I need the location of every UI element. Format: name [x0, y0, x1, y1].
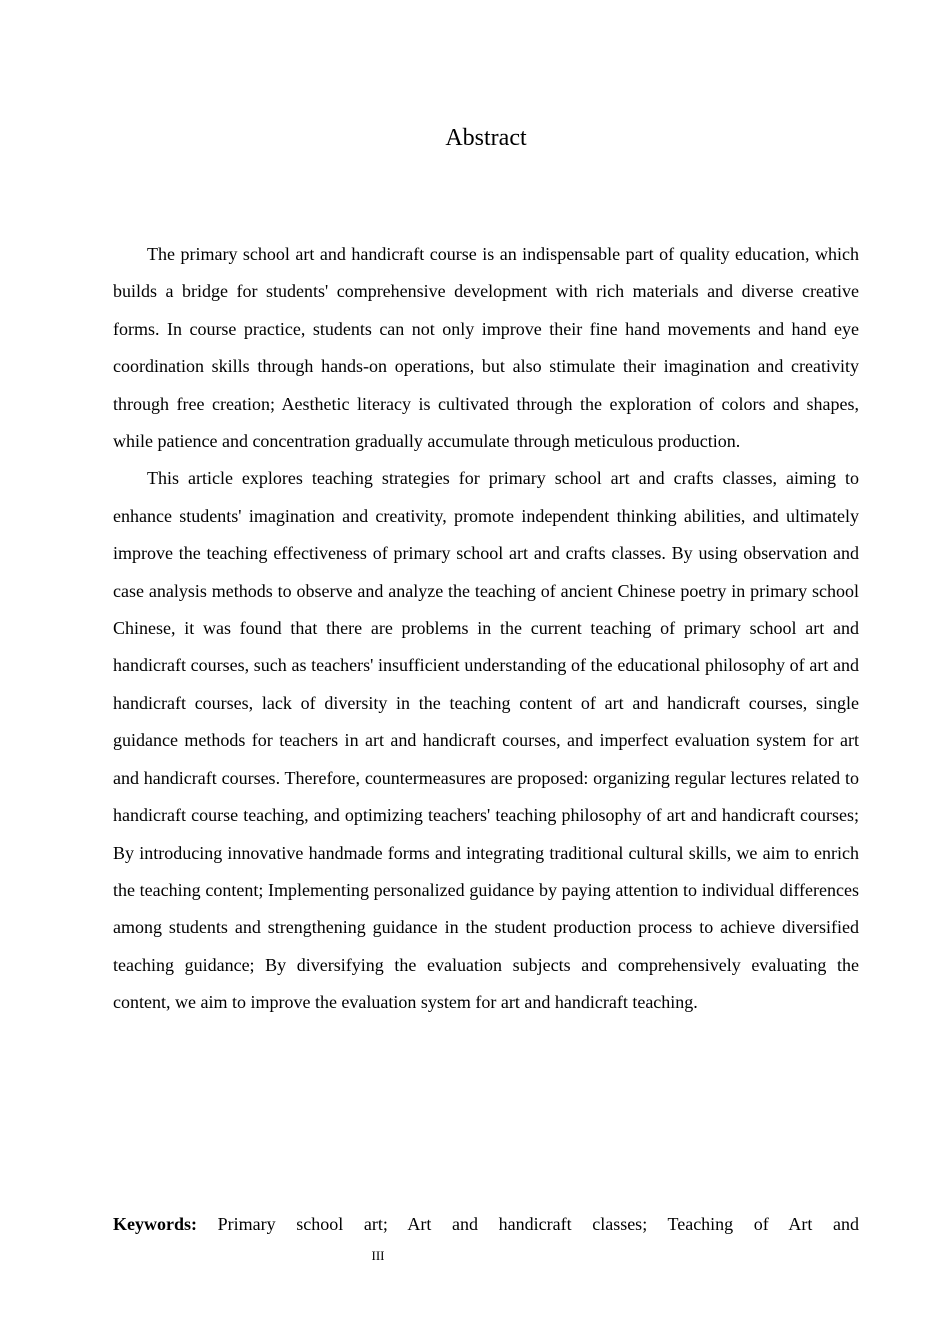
page-number: III: [371, 1248, 385, 1263]
keywords-label: Keywords:: [113, 1214, 197, 1234]
abstract-title: Abstract: [445, 125, 527, 151]
keywords-line: [113, 1206, 859, 1243]
abstract-paragraph-2: This article explores teaching strategies for primary school art and crafts classes, aiming to enhance students' imagination and creativity, promote independent thinking abilities, and ultimately improve the teaching effectiveness of primary school art and crafts classes. By using observation and case analysis methods to observe and analyze the teaching of ancient Chinese poetry in primary school Chinese, it was found that there are problems in the current teaching of primary school art and handicraft courses, such as teachers' insufficient understanding of the educational philosophy of art and handicraft courses, lack of diversity in the teaching content of art and handicraft courses, single guidance methods for teachers in art and handicraft courses, and imperfect evaluation system for art and handicraft courses. Therefore, countermeasures are proposed: organizing regular lectures related to handicraft course teaching, and optimizing teachers' teaching philosophy of art and handicraft courses; By introducing innovative handmade forms and integrating traditional cultural skills, we aim to enrich the teaching content; Implementing personalized guidance by paying attention to individual differences among students and strengthening guidance in the student production process to achieve diversified teaching guidance; By diversifying the evaluation subjects and comprehensively evaluating the content, we aim to improve the evaluation system for art and handicraft teaching.: [113, 468, 859, 1013]
abstract-paragraph-1: The primary school art and handicraft course is an indispensable part of quality education, which builds a bridge for students' comprehensive development with rich materials and diverse creative forms. In course practice, students can not only improve their fine hand movements and hand eye coordination skills through hands-on operations, but also stimulate their imagination and creativity through free creation; Aesthetic literacy is cultivated through the exploration of colors and shapes, while patience and concentration gradually accumulate through meticulous production.: [113, 244, 859, 452]
keywords-text: Primary school art; Art and handicraft classes; Teaching of Art and: [217, 1214, 860, 1234]
abstract-body: [113, 236, 859, 1022]
